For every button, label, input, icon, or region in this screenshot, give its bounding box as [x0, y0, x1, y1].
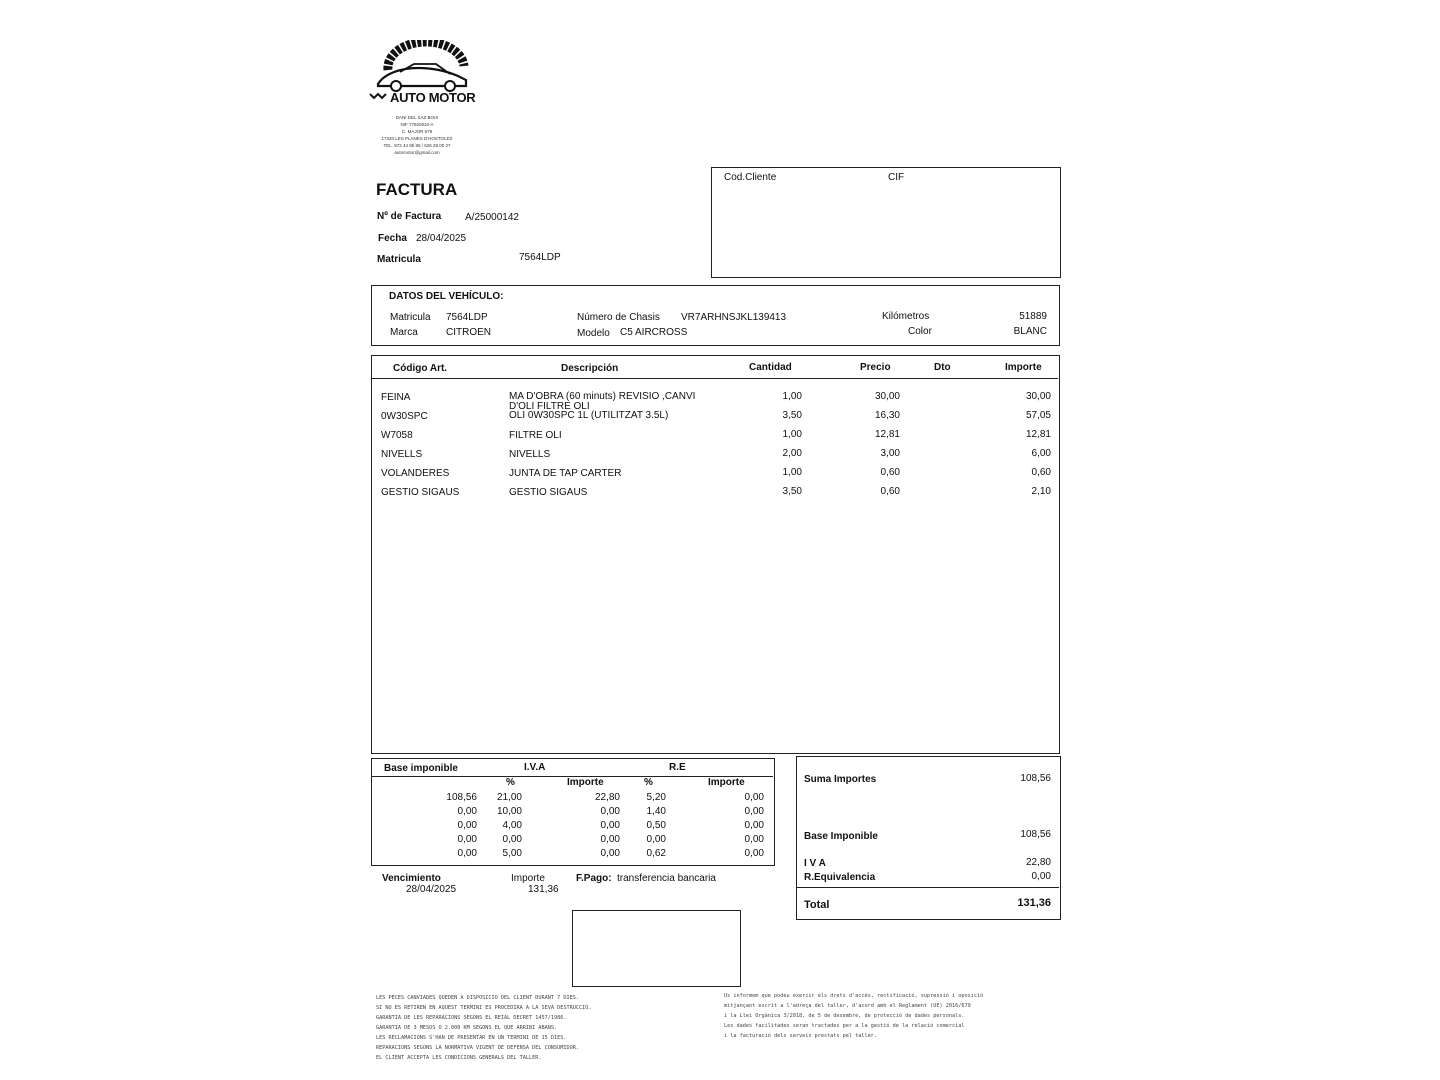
item-amount: 30,00: [1025, 391, 1051, 402]
vehicle-model-value: C5 AIRCROSS: [620, 327, 688, 338]
vehicle-brand-label: Marca: [390, 327, 418, 338]
totals-box: [796, 756, 1061, 920]
item-code: W7058: [381, 430, 413, 441]
header-price: Precio: [860, 362, 891, 373]
item-code: GESTIO SIGAUS: [381, 487, 460, 498]
tax-re-amt: 0,00: [744, 806, 764, 817]
payment-method-value: transferencia bancaria: [617, 873, 716, 884]
vehicle-plate-label: Matricula: [390, 312, 431, 323]
header-amount: Importe: [1005, 362, 1042, 373]
tax-re-pct-header: %: [644, 777, 653, 788]
company-name: AUTO MOTOR: [390, 90, 476, 105]
base-value: 108,56: [1020, 829, 1051, 840]
item-amount: 57,05: [1025, 410, 1051, 421]
item-quantity: 3,50: [782, 486, 802, 497]
item-quantity: 1,00: [782, 391, 802, 402]
tax-re-pct: 0,50: [646, 820, 666, 831]
item-price: 0,60: [880, 467, 900, 478]
tax-row: [372, 806, 772, 820]
item-description: FILTRE OLI: [509, 430, 562, 441]
invoice-plate-label: Matricula: [377, 254, 421, 265]
invoice-date-value: 28/04/2025: [416, 233, 467, 244]
tax-iva-pct: 4,00: [502, 820, 522, 831]
tax-iva-amt: 0,00: [600, 848, 620, 859]
tax-base-header: Base imponible: [384, 763, 458, 774]
tax-row: [372, 820, 772, 834]
payment-amount-label: Importe: [511, 873, 545, 884]
tax-base: 0,00: [457, 848, 477, 859]
item-row: [372, 430, 1058, 448]
item-price: 3,00: [880, 448, 900, 459]
client-code-label: Cod.Cliente: [724, 172, 777, 183]
item-row: [372, 449, 1058, 467]
tax-iva-amt-header: Importe: [567, 777, 604, 788]
iva-label: I V A: [804, 858, 826, 869]
invoice-date-label: Fecha: [378, 233, 407, 244]
tax-iva-amt: 22,80: [594, 792, 620, 803]
item-row: [372, 392, 1058, 410]
tax-re-amt: 0,00: [744, 834, 764, 845]
header-quantity: Cantidad: [749, 362, 792, 373]
sum-label: Suma Importes: [804, 774, 877, 785]
tax-re-header: R.E: [669, 762, 686, 773]
tax-row: [372, 792, 772, 806]
item-amount: 2,10: [1031, 486, 1051, 497]
tax-re-pct: 0,00: [646, 834, 666, 845]
tax-row: [372, 848, 772, 862]
item-quantity: 2,00: [782, 448, 802, 459]
tax-base: 0,00: [457, 834, 477, 845]
items-table: [371, 355, 1060, 754]
tax-re-amt-header: Importe: [708, 777, 745, 788]
item-code: NIVELLS: [381, 449, 423, 460]
sum-value: 108,56: [1020, 773, 1051, 784]
invoice-plate-value: 7564LDP: [519, 252, 561, 263]
tax-iva-pct: 0,00: [502, 834, 522, 845]
item-description: GESTIO SIGAUS: [509, 487, 588, 498]
iva-value: 22,80: [1025, 857, 1051, 868]
vehicle-km-label: Kilómetros: [882, 311, 930, 322]
tax-re-amt: 0,00: [744, 848, 764, 859]
vehicle-km-value: 51889: [1019, 311, 1047, 322]
vehicle-heading: DATOS DEL VEHÍCULO:: [389, 291, 504, 302]
company-logo: [366, 40, 481, 110]
invoice-title: FACTURA: [376, 180, 458, 199]
payment-method-label: F.Pago:: [576, 873, 612, 884]
invoice-number-label: Nº de Factura: [377, 211, 442, 222]
item-row: [372, 468, 1058, 486]
vehicle-chassis-label: Número de Chasis: [577, 312, 660, 323]
header-code: Código Art.: [393, 363, 448, 374]
item-price: 16,30: [874, 410, 900, 421]
total-value: 131,36: [1017, 897, 1051, 909]
item-amount: 0,60: [1031, 467, 1051, 478]
legal-text-right: Us informem que podeu exercir els drets d'accés, rectificació, supressió i oposició mitjançant escrit a l'adreça del taller, d'acord amb el Reglament (UE) 2016/679 i la Llei Orgànica 3/2018, de 5 de desembre, de protecció de dades personals. Les dades facilitades seran tractades per a la gestió de la relació comercial i la facturació dels serveis prestats pel taller.: [724, 993, 984, 1039]
payment-amount-value: 131,36: [528, 884, 559, 895]
tax-row: [372, 834, 772, 848]
header-description: Descripción: [561, 363, 619, 374]
item-quantity: 1,00: [782, 429, 802, 440]
due-date-value: 28/04/2025: [406, 884, 457, 895]
tax-iva-amt: 0,00: [600, 806, 620, 817]
tax-re-pct: 5,20: [646, 792, 666, 803]
vehicle-box: [371, 285, 1060, 346]
tax-base: 108,56: [446, 792, 477, 803]
tax-iva-pct: 5,00: [502, 848, 522, 859]
tax-iva-amt: 0,00: [600, 834, 620, 845]
company-address: DANI DEL SAZ BOIX NIF 77920910-A C. MAJOR 678 17320 LES PLANES D'HOSTOLES TEL. 972 44 85 86 / 626 28 00 27 automotor@gmail.com: [381, 115, 453, 155]
vehicle-color-value: BLANC: [1013, 326, 1047, 337]
item-code: VOLANDERES: [381, 468, 450, 479]
tax-re-amt: 0,00: [744, 792, 764, 803]
vehicle-model-label: Modelo: [577, 328, 610, 339]
tax-re-pct: 1,40: [646, 806, 666, 817]
tax-re-pct: 0,62: [646, 848, 666, 859]
base-label: Base Imponible: [804, 831, 878, 842]
tax-re-amt: 0,00: [744, 820, 764, 831]
item-amount: 6,00: [1031, 448, 1051, 459]
tax-base: 0,00: [457, 806, 477, 817]
re-label: R.Equivalencia: [804, 872, 876, 883]
item-code: FEINA: [381, 392, 411, 403]
tax-iva-header: I.V.A: [524, 762, 546, 773]
re-value: 0,00: [1031, 871, 1051, 882]
item-description: OLI 0W30SPC 1L (UTILITZAT 3.5L): [509, 410, 669, 421]
item-description: NIVELLS: [509, 449, 551, 460]
client-cif-label: CIF: [888, 172, 905, 183]
item-row: [372, 487, 1058, 505]
vehicle-chassis-value: VR7ARHNSJKL139413: [681, 312, 787, 323]
due-date-label: Vencimiento: [382, 873, 441, 884]
item-description-cont: D'OLI FILTRE OLI: [509, 401, 590, 412]
item-description: MA D'OBRA (60 minuts) REVISIO ,CANVI: [509, 391, 696, 402]
item-code: 0W30SPC: [381, 411, 428, 422]
legal-text-left: LES PECES CANVIADES QUEDEN A DISPOSICIO DEL CLIENT DURANT 7 DIES. SI NO ES RETIREN EN AQUEST TERMINI ES PROCEDIRA A LA SEVA DESTRUCCIO. GARANTIA DE LES REPARACIONS SEGONS EL REIAL DECRET 1457/1986. GARANTIA DE 3 MESOS O 2.000 KM SEGONS EL QUE ARRIBI ABANS. LES RECLAMACIONS S'HAN DE PRESENTAR EN UN TERMINI DE 15 DIES. REPARACIONS SEGONS LA NORMATIVA VIGENT DE DEFENSA DEL CONSUMIDOR. EL CLIENT ACCEPTA LES CONDICIONS GENERALS DEL TALLER.: [376, 995, 592, 1061]
header-discount: Dto: [934, 362, 951, 373]
invoice-number-value: A/25000142: [465, 212, 519, 223]
tax-iva-pct: 21,00: [496, 792, 522, 803]
item-row: [372, 411, 1058, 429]
vehicle-color-label: Color: [908, 326, 932, 337]
stamp-box: [572, 910, 741, 987]
tax-table: [371, 758, 775, 866]
item-price: 30,00: [874, 391, 900, 402]
item-amount: 12,81: [1025, 429, 1051, 440]
vehicle-plate-value: 7564LDP: [446, 312, 488, 323]
tax-iva-pct-header: %: [506, 777, 515, 788]
tax-iva-amt: 0,00: [600, 820, 620, 831]
client-box: [711, 167, 1061, 278]
item-quantity: 3,50: [782, 410, 802, 421]
item-price: 0,60: [880, 486, 900, 497]
item-quantity: 1,00: [782, 467, 802, 478]
item-price: 12,81: [874, 429, 900, 440]
vehicle-brand-value: CITROEN: [446, 327, 491, 338]
item-description: JUNTA DE TAP CARTER: [509, 468, 622, 479]
total-label: Total: [804, 899, 830, 911]
tax-base: 0,00: [457, 820, 477, 831]
tax-iva-pct: 10,00: [496, 806, 522, 817]
